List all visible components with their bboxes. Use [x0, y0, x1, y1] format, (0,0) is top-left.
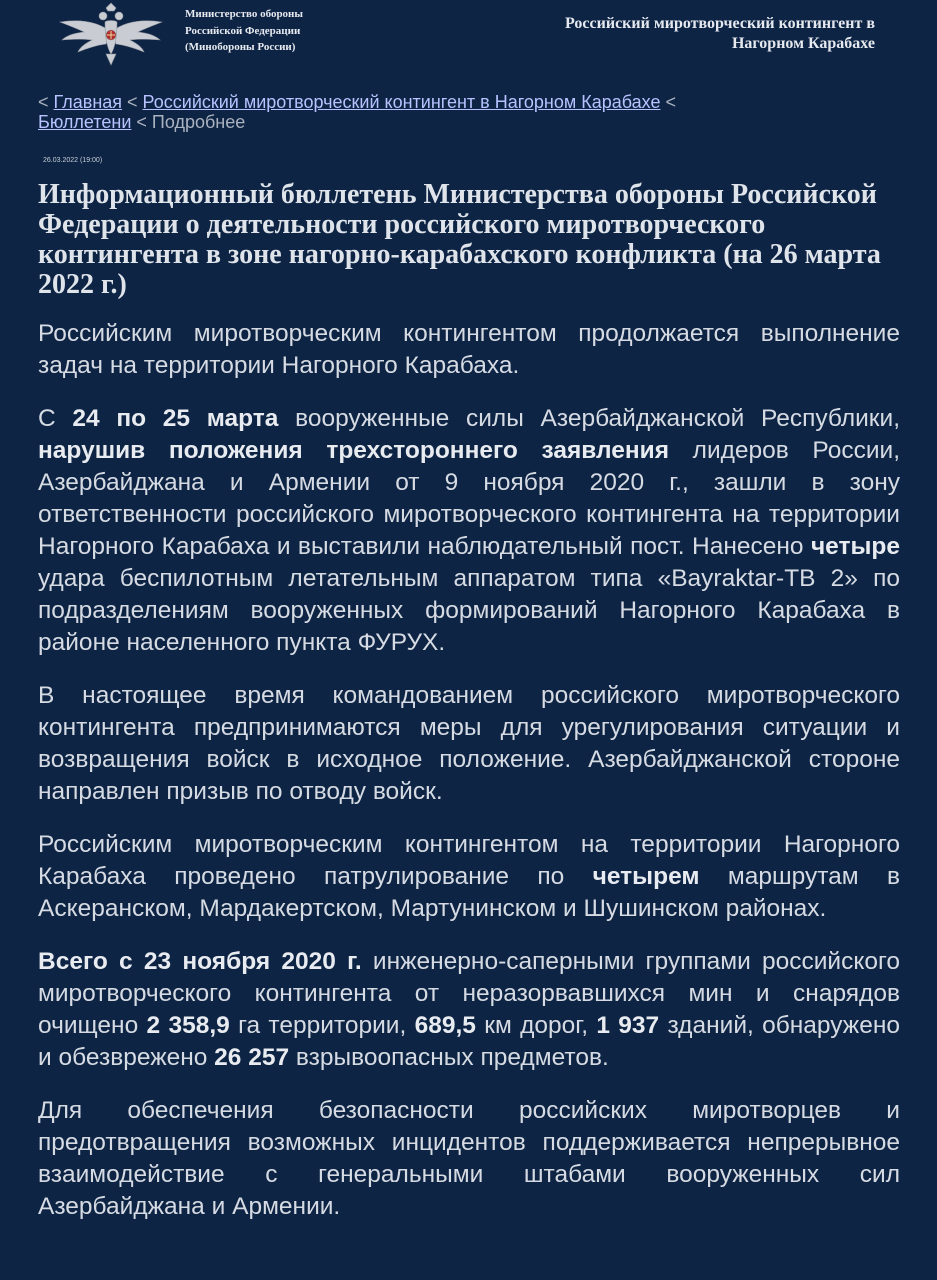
article-paragraph	[38, 318, 900, 382]
paragraph-text: удара беспилотным летательным аппаратом типа «Bayraktar-TB 2» по подразделениям вооруженных формирований Нагорного Карабаха в районе населенного пункта ФУРУХ.	[38, 565, 900, 656]
paragraph-text: зданий, обнаружено и обезврежено	[38, 1012, 900, 1071]
site-header	[0, 0, 937, 75]
breadcrumb-link-home[interactable]: Главная	[53, 92, 123, 112]
article-title: Информационный бюллетень Министерства обороны Российской Федерации о деятельности российского миротворческого контингента в зоне нагорно-карабахского конфликта (на 26 марта 2022 г.)	[38, 179, 881, 300]
breadcrumb-separator: <	[131, 112, 152, 132]
ministry-line-3: (Минобороны России)	[185, 41, 296, 53]
breadcrumb-separator: <	[660, 92, 677, 112]
breadcrumb	[38, 92, 678, 132]
emphasis-text: четырем	[592, 863, 700, 890]
article-body	[38, 318, 900, 1244]
double-headed-eagle-emblem-icon[interactable]	[56, 2, 166, 66]
paragraph-text: взрывоопасных предметов.	[289, 1044, 609, 1071]
article-paragraph	[38, 403, 900, 659]
breadcrumb-separator: <	[122, 92, 143, 112]
breadcrumb-separator: <	[38, 92, 54, 112]
paragraph-text: Российским миротворческим контингентом на территории Нагорного Карабаха проведено патрулирование по	[38, 831, 900, 890]
paragraph-text: инженерно-саперными группами российского миротворческого контингента от неразорвавшихся мин и снарядов очищено	[38, 948, 900, 1039]
section-title[interactable]	[565, 14, 875, 54]
paragraph-text: С	[38, 405, 73, 432]
breadcrumb-link-section[interactable]: Российский миротворческий контингент в Нагорном Карабахе	[142, 92, 661, 112]
paragraph-text: Российским миротворческим контингентом продолжается выполнение задач на территории Нагорного Карабаха.	[38, 320, 900, 379]
emphasis-text: 2 358,9	[146, 1012, 230, 1039]
article-paragraph	[38, 946, 900, 1074]
article-paragraph	[38, 680, 900, 808]
ministry-line-2: Российской Федерации	[185, 24, 301, 37]
article-date: 26.03.2022 (19:00)	[43, 157, 103, 164]
section-title-line-1: Российский миротворческий контингент в	[565, 15, 875, 32]
article-paragraph	[38, 829, 900, 925]
paragraph-text: лидеров России, Азербайджана и Армении от 9 ноября 2020 г., зашли в зону ответственности российского миротворческого контингента на территории Нагорного Карабаха и выставили наблюдательный пост. Нанесено	[38, 437, 900, 560]
emphasis-text: Всего с 23 ноября 2020 г.	[38, 948, 362, 975]
paragraph-text: маршрутам в Аскеранском, Мардакертском, Мартунинском и Шушинском районах.	[38, 863, 900, 922]
emphasis-text: нарушив положения трехстороннего заявления	[38, 437, 670, 464]
paragraph-text: га территории,	[229, 1012, 415, 1039]
ministry-name[interactable]	[185, 6, 303, 56]
ministry-line-1: Министерство обороны	[185, 8, 303, 20]
emphasis-text: 1 937	[596, 1012, 660, 1039]
paragraph-text: км дорог,	[475, 1012, 597, 1039]
emphasis-text: четыре	[810, 533, 900, 560]
emphasis-text: 689,5	[414, 1012, 476, 1039]
emphasis-text: 24 по 25 марта	[72, 405, 279, 432]
paragraph-text: В настоящее время командованием российского миротворческого контингента предпринимаются меры для урегулирования ситуации и возвращения войск в исходное положение. Азербайджанской стороне направлен призыв по отводу войск.	[38, 682, 900, 805]
paragraph-text: вооруженные силы Азербайджанской Республики,	[278, 405, 901, 432]
article-paragraph	[38, 1095, 900, 1223]
emphasis-text: 26 257	[214, 1044, 290, 1071]
breadcrumb-link-bulletins[interactable]: Бюллетени	[38, 112, 132, 132]
paragraph-text: Для обеспечения безопасности российских миротворцев и предотвращения возможных инцидентов поддерживается непрерывное взаимодействие с генеральными штабами вооруженных сил Азербайджана и Армении.	[38, 1097, 900, 1220]
breadcrumb-current: Подробнее	[151, 112, 246, 132]
section-title-line-2: Нагорном Карабахе	[731, 35, 875, 52]
